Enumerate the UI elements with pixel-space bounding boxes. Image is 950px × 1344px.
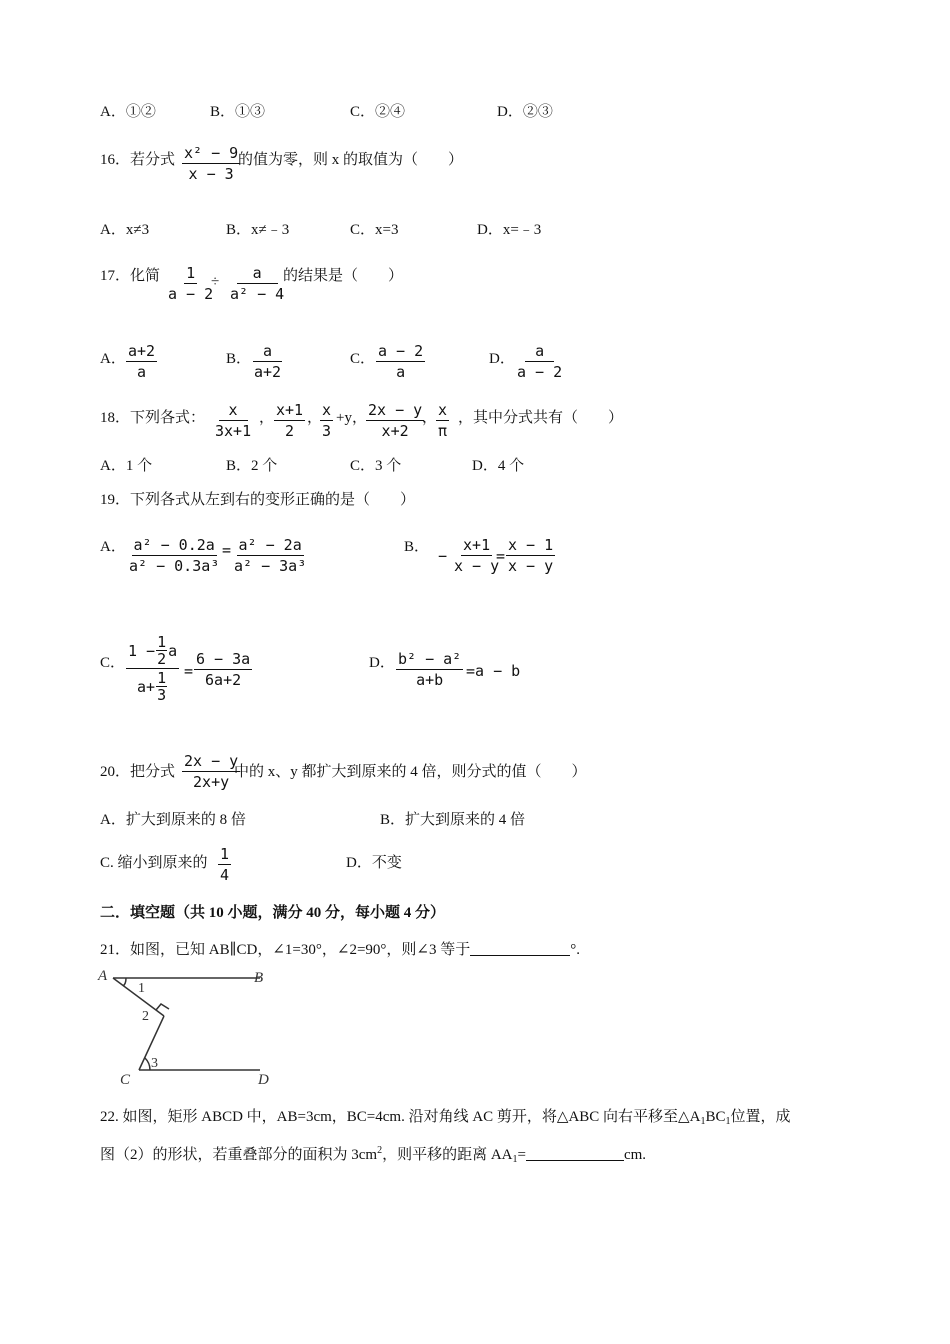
q17-c-numerator: a − 2 <box>378 342 424 360</box>
label-angle-2: 2 <box>142 1009 149 1024</box>
section-heading: 二．填空题（共 10 小题，满分 40 分，每小题 4 分） <box>100 905 446 921</box>
q19-c-half-fraction <box>156 634 167 667</box>
q16-option-c: C．x=3 <box>350 222 399 238</box>
q15-option-a: A．①② <box>100 104 156 120</box>
q18-prefix: 18．下列各式： <box>100 410 206 426</box>
q18-f2-numerator: x+1 <box>276 401 304 419</box>
q17-suffix: 的结果是（ ） <box>283 268 404 284</box>
q19-b-right-numerator: x − 1 <box>508 536 554 554</box>
q19-b-right-denominator: x − y <box>508 557 554 575</box>
q20-option-c-fraction <box>218 845 231 884</box>
q20-denominator: 2x+y <box>193 773 230 791</box>
q17-label-d: D． <box>489 351 515 367</box>
q19-b-minus: − <box>438 547 448 565</box>
q17-option-a-fraction <box>126 342 157 381</box>
q19-c-left-numerator <box>126 634 179 669</box>
q22-sub-2: 1 <box>725 1116 731 1127</box>
q20-suffix: 中的 x、y 都扩大到原来的 4 倍，则分式的值（ ） <box>234 764 587 780</box>
q22-line1-text: 22. 如图，矩形 ABCD 中，AB=3cm，BC=4cm. 沿对角线 AC 剪开，将△ABC 向右平移至△A <box>100 1109 701 1125</box>
q17-f1-denominator: a − 2 <box>168 285 214 303</box>
q17-option-c-fraction <box>376 342 425 381</box>
q17-label-a: A． <box>100 351 126 367</box>
q22-line-2 <box>100 1145 646 1165</box>
q21-figure <box>96 964 282 1090</box>
q16-suffix: 的值为零，则 x 的取值为（ ） <box>238 152 464 168</box>
q16-prefix: 16．若分式 <box>100 152 176 168</box>
label-angle-3: 3 <box>151 1056 158 1071</box>
q18-f1-numerator: x <box>219 401 248 421</box>
q18-comma-1: ， <box>259 410 275 426</box>
q17-label-b: B． <box>226 351 252 367</box>
q22-line1-tail: 位置，成 <box>730 1109 791 1125</box>
label-d: D <box>258 1072 269 1088</box>
q17-fraction-1 <box>166 264 215 303</box>
q16-denominator: x − 3 <box>188 165 234 183</box>
q20-option-d: D．不变 <box>346 855 402 871</box>
q20-prefix: 20．把分式 <box>100 764 176 780</box>
q19-a-right-numerator: a² − 2a <box>238 536 302 554</box>
q19-b-left-denominator: x − y <box>454 557 500 575</box>
q19-c-left-denominator <box>135 669 170 703</box>
q19-stem: 19．下列各式从左到右的变形正确的是（ ） <box>100 492 416 508</box>
angle-3-arc <box>145 1058 150 1070</box>
q18-suffix: ，其中分式共有（ ） <box>458 410 624 426</box>
q19-b-equals: = <box>496 547 506 565</box>
q20-numerator: 2x − y <box>184 752 239 770</box>
q19-c-third-num: 1 <box>157 669 167 687</box>
q18-option-b: B．2 个 <box>226 458 278 474</box>
q18-option-a: A．1 个 <box>100 458 153 474</box>
q19-b-left-fraction <box>452 536 501 575</box>
q17-a-numerator: a+2 <box>128 342 156 360</box>
q22-sup: 2 <box>377 1145 383 1156</box>
q19-c-left-complex-fraction <box>126 634 179 703</box>
q18-f1-denominator: 3x+1 <box>215 422 252 440</box>
q21-tail: °. <box>570 942 580 958</box>
q17-d-numerator: a <box>525 342 554 362</box>
q22-line2-mid: ，则平移的距离 AA <box>382 1147 513 1163</box>
q17-d-denominator: a − 2 <box>517 363 563 381</box>
q19-label-c: C． <box>100 655 126 671</box>
q16-option-a: A．x≠3 <box>100 222 150 238</box>
q18-fraction-4 <box>366 401 424 440</box>
q19-c-a-plus: a+ <box>137 677 156 696</box>
q18-comma-3: ， <box>422 410 438 426</box>
q19-c-half-num: 1 <box>157 633 167 651</box>
q22-line2-tail: cm. <box>623 1147 647 1163</box>
label-a: A <box>98 968 108 984</box>
q18-f3-denominator: 3 <box>322 422 332 440</box>
q18-option-d: D．4 个 <box>472 458 525 474</box>
q18-f2-denominator: 2 <box>285 422 295 440</box>
label-c: C <box>120 1072 131 1088</box>
q17-c-denominator: a <box>396 363 406 381</box>
q22-line2-head: 图（2）的形状，若重叠部分的面积为 3cm <box>100 1147 378 1163</box>
q18-f3-tail: +y， <box>336 410 367 426</box>
q15-option-d: D．②③ <box>497 104 553 120</box>
q19-d-left-fraction <box>396 650 463 689</box>
q18-f5-denominator: π <box>438 422 448 440</box>
q17-divide-sign: ÷ <box>211 274 220 290</box>
q22-sub-1: 1 <box>700 1116 706 1127</box>
q22-sub-3: 1 <box>512 1154 518 1165</box>
q19-d-left-numerator: b² − a² <box>398 650 462 668</box>
angle-1-arc <box>123 978 126 986</box>
q18-f4-numerator: 2x − y <box>368 401 423 419</box>
q18-fraction-3 <box>320 401 333 440</box>
q17-b-denominator: a+2 <box>254 363 282 381</box>
q21-answer-blank[interactable] <box>470 941 570 956</box>
q20-fraction <box>182 752 240 791</box>
q18-option-c: C．3 个 <box>350 458 402 474</box>
q18-f4-denominator: x+2 <box>381 422 409 440</box>
q22-line1-bc: BC <box>705 1109 726 1125</box>
q22-line2-eq: = <box>517 1147 526 1163</box>
label-b: B <box>254 970 264 986</box>
q19-c-a: a <box>168 641 178 660</box>
q19-c-one-minus: 1 − <box>128 641 156 660</box>
q16-option-b: B．x≠﹣3 <box>226 222 290 238</box>
q17-prefix: 17．化简 <box>100 268 161 284</box>
q19-a-right-fraction <box>232 536 308 575</box>
q19-a-left-denominator: a² − 0.3a³ <box>129 557 220 575</box>
q19-a-equals: = <box>222 541 232 559</box>
q15-option-c: C．②④ <box>350 104 406 120</box>
q17-f2-denominator: a² − 4 <box>230 285 285 303</box>
q17-b-numerator: a <box>253 342 282 362</box>
q19-a-left-fraction <box>127 536 221 575</box>
q22-line-1 <box>100 1107 790 1127</box>
q18-f3-numerator: x <box>322 401 332 419</box>
q20-c-numerator: 1 <box>220 845 230 863</box>
q20-option-c: C. 缩小到原来的 <box>100 855 208 871</box>
q18-fraction-2 <box>274 401 305 440</box>
q19-b-right-fraction <box>506 536 555 575</box>
q17-option-b-fraction <box>252 342 283 381</box>
q18-fraction-5 <box>436 401 449 440</box>
q17-fraction-2 <box>228 264 286 303</box>
q19-label-a: A． <box>100 539 126 555</box>
q17-a-denominator: a <box>137 363 147 381</box>
q16-numerator: x² − 9 <box>184 144 239 162</box>
q20-option-b: B．扩大到原来的 4 倍 <box>380 812 526 828</box>
q19-a-right-denominator: a² − 3a³ <box>234 557 307 575</box>
q21-text <box>100 940 580 960</box>
right-angle-mark <box>156 1004 169 1010</box>
q19-c-half-den: 2 <box>157 650 167 668</box>
q21-stem: 21．如图，已知 AB∥CD，∠1=30°，∠2=90°，则∠3 等于 <box>100 942 471 958</box>
q16-option-d: D．x=﹣3 <box>477 222 542 238</box>
q16-fraction <box>182 144 240 183</box>
q19-c-right-numerator: 6 − 3a <box>196 650 251 668</box>
q19-a-left-numerator: a² − 0.2a <box>133 536 215 554</box>
q18-f5-numerator: x <box>438 401 448 419</box>
q19-label-d: D． <box>369 655 395 671</box>
label-angle-1: 1 <box>138 981 145 996</box>
q18-fraction-1 <box>213 401 253 440</box>
q19-b-left-numerator: x+1 <box>463 536 491 554</box>
q20-c-denominator: 4 <box>220 866 230 884</box>
q20-option-a: A．扩大到原来的 8 倍 <box>100 812 246 828</box>
q19-label-b: B． <box>404 539 430 555</box>
q19-c-third-den: 3 <box>157 686 167 704</box>
q19-c-right-fraction <box>194 650 252 689</box>
q17-label-c: C． <box>350 351 376 367</box>
q19-d-left-denominator: a+b <box>416 671 444 689</box>
q17-f2-numerator: a <box>237 264 278 284</box>
q17-option-d-fraction <box>515 342 564 381</box>
q19-c-equals: = <box>184 662 194 680</box>
q19-c-right-denominator: 6a+2 <box>205 671 242 689</box>
q19-c-third-fraction <box>156 670 167 703</box>
q22-answer-blank[interactable] <box>526 1146 624 1161</box>
q15-option-b: B．①③ <box>210 104 266 120</box>
q19-d-rhs: =a − b <box>466 662 521 680</box>
q17-f1-numerator: 1 <box>186 264 196 282</box>
q18-comma-2: ， <box>307 410 323 426</box>
